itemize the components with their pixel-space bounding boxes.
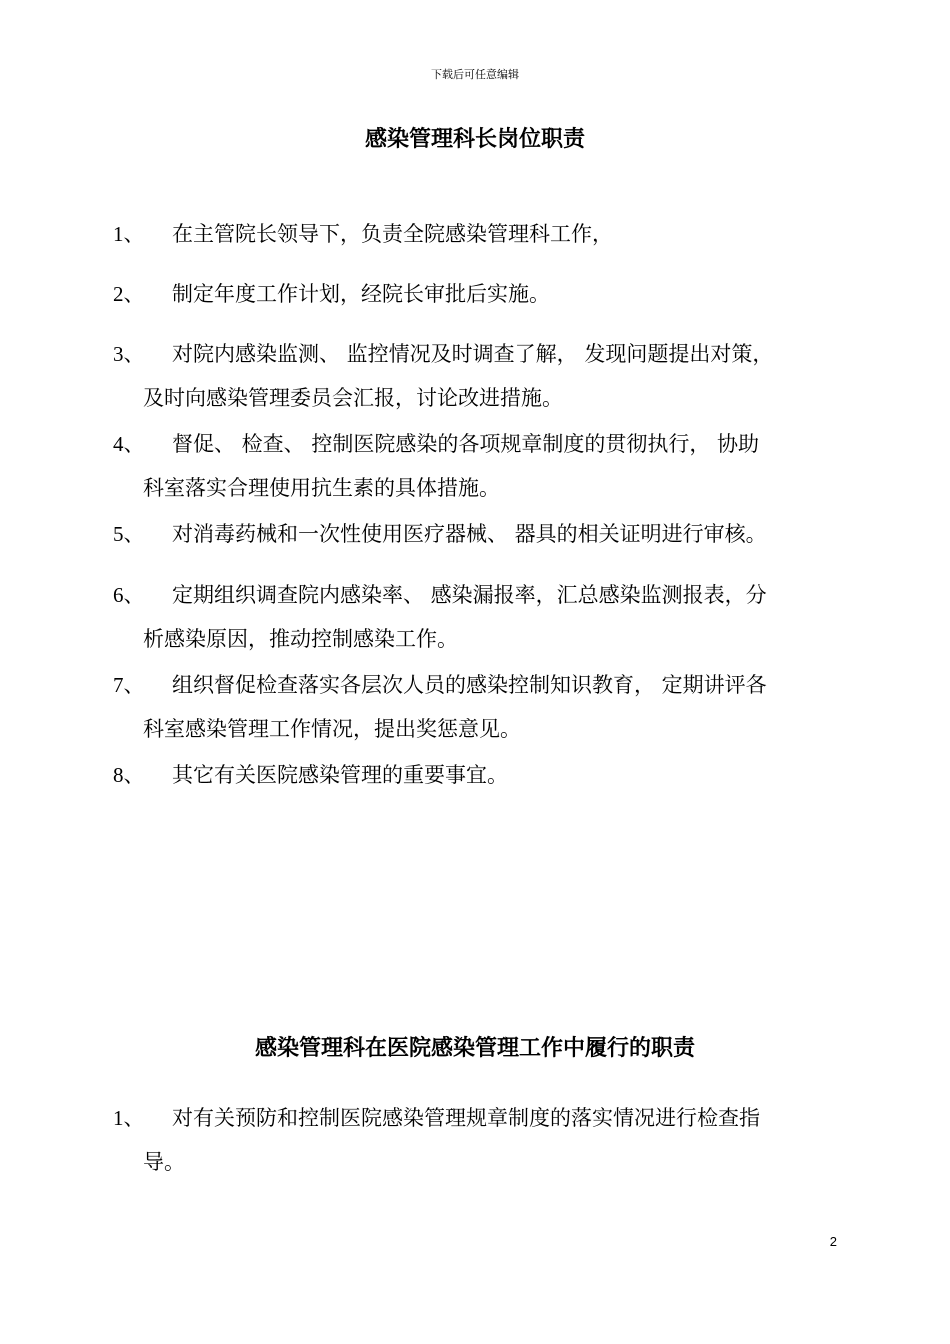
- item-text-continued: 及时向感染管理委员会汇报，讨论改进措施。: [143, 386, 563, 410]
- header-note: 下载后可任意编辑: [431, 68, 519, 81]
- item-text: 对消毒药械和一次性使用医疗器械、 器具的相关证明进行审核。: [172, 522, 767, 546]
- item-number: 1、: [113, 222, 145, 246]
- item-text-continued: 科室感染管理工作情况，提出奖惩意见。: [143, 717, 521, 741]
- item-text-continued: 析感染原因，推动控制感染工作。: [143, 627, 458, 651]
- page-number: 2: [829, 1234, 837, 1249]
- list-item: [113, 1096, 840, 1184]
- list-item: [113, 422, 840, 510]
- item-number: 7、: [113, 673, 145, 697]
- item-text: 在主管院长领导下，负责全院感染管理科工作，: [172, 222, 613, 246]
- item-number: 8、: [113, 763, 145, 787]
- list-item: [113, 663, 840, 751]
- list-item: [113, 512, 840, 556]
- item-number: 2、: [113, 282, 145, 306]
- item-text: 对有关预防和控制医院感染管理规章制度的落实情况进行检查指: [172, 1106, 760, 1130]
- item-text: 其它有关医院感染管理的重要事宜。: [172, 763, 508, 787]
- item-text: 定期组织调查院内感染率、 感染漏报率，汇总感染监测报表，分: [172, 583, 767, 607]
- item-number: 1、: [113, 1106, 145, 1130]
- list-item: [113, 212, 840, 256]
- item-number: 6、: [113, 583, 145, 607]
- item-text-continued: 科室落实合理使用抗生素的具体措施。: [143, 476, 500, 500]
- list-item: [113, 573, 840, 661]
- item-number: 4、: [113, 432, 145, 456]
- section1-title: 感染管理科长岗位职责: [364, 127, 585, 152]
- item-number: 5、: [113, 522, 145, 546]
- section2-title: 感染管理科在医院感染管理工作中履行的职责: [254, 1036, 695, 1061]
- item-text: 督促、 检查、 控制医院感染的各项规章制度的贯彻执行， 协助: [172, 432, 760, 456]
- item-text: 制定年度工作计划，经院长审批后实施。: [172, 282, 550, 306]
- item-text: 对院内感染监测、 监控情况及时调查了解， 发现问题提出对策，: [172, 342, 774, 366]
- list-item: [113, 753, 840, 797]
- item-text: 组织督促检查落实各层次人员的感染控制知识教育， 定期讲评各: [172, 673, 767, 697]
- item-text-continued: 导。: [143, 1150, 185, 1174]
- list-item: [113, 272, 840, 316]
- item-number: 3、: [113, 342, 145, 366]
- list-item: [113, 332, 840, 420]
